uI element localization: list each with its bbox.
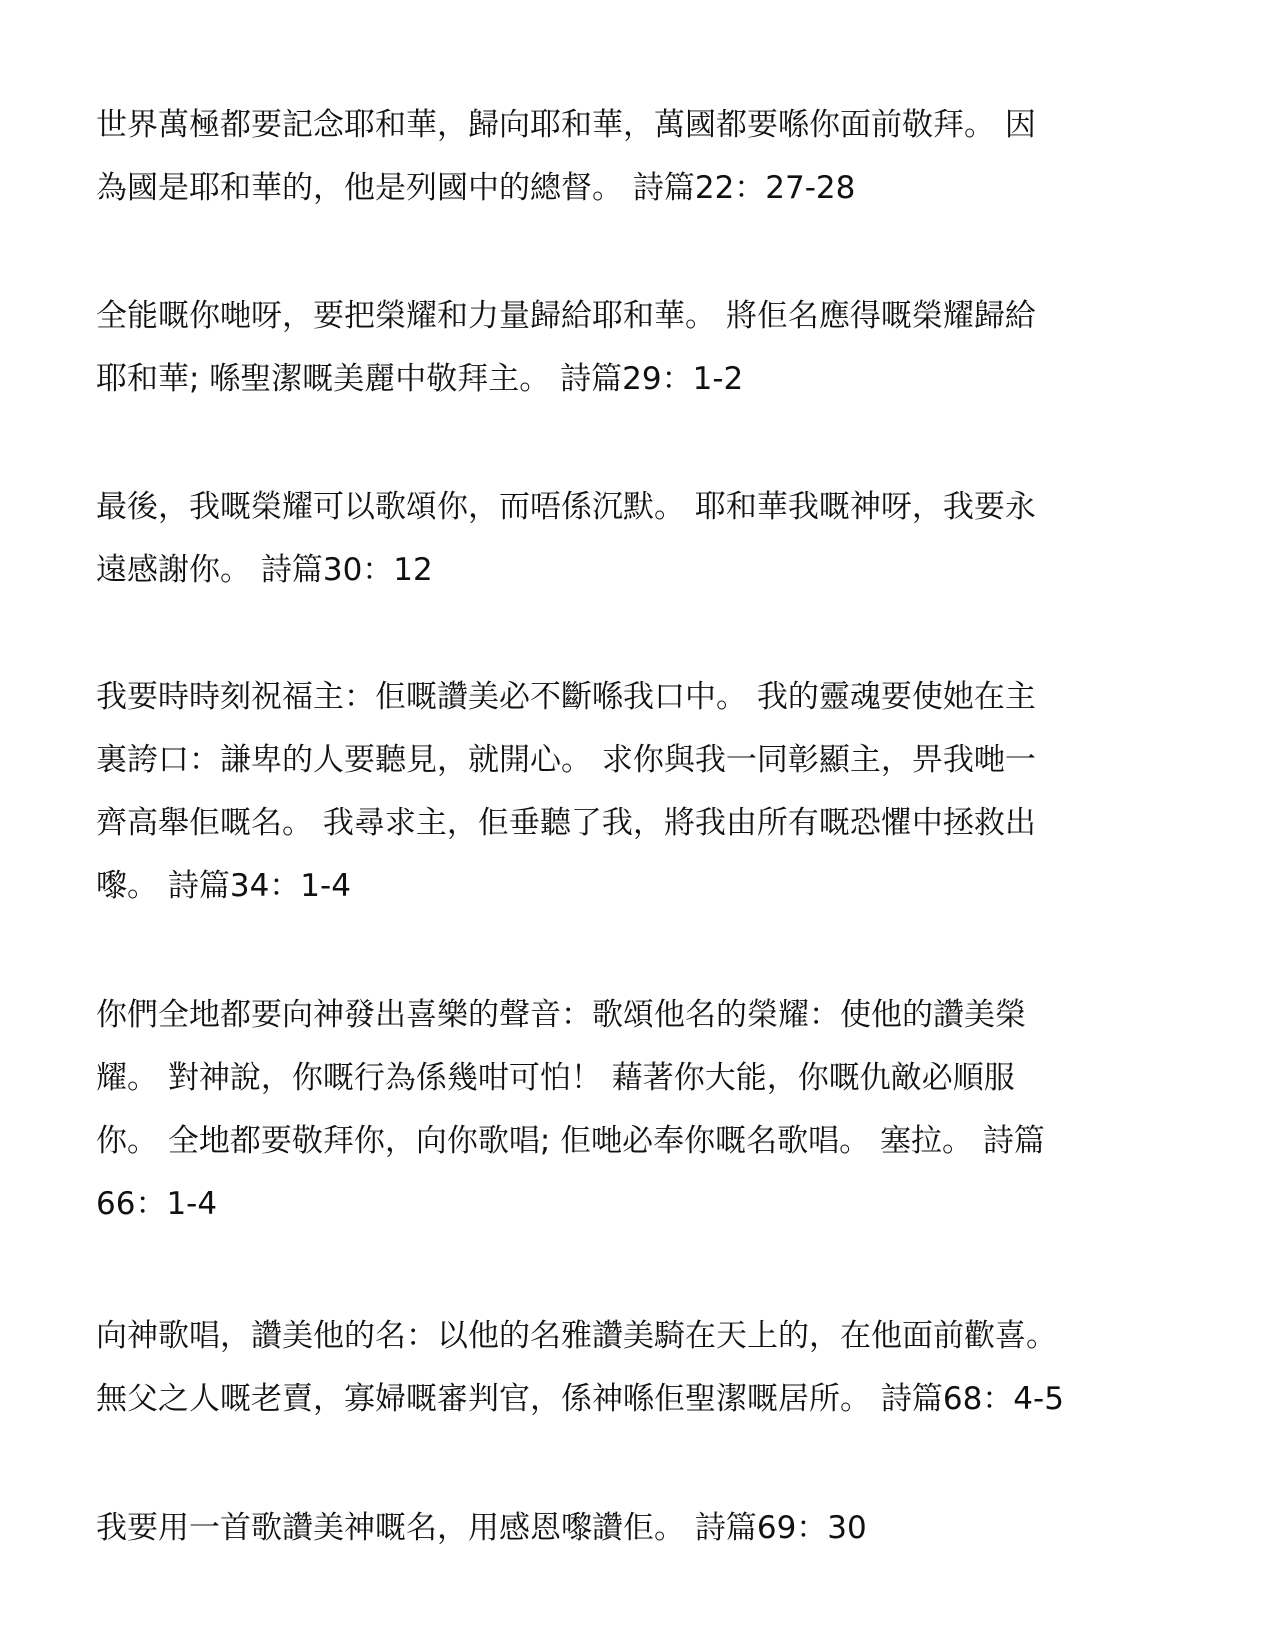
text-line: 遠感謝你。 詩篇30：12 [96, 552, 433, 588]
verse-paragraph-psalm-22 [96, 94, 1206, 220]
text-line: 最後，我嘅榮耀可以歌頌你，而唔係沉默。 耶和華我嘅神呀，我要永 [96, 489, 1036, 525]
text-line: 齊高舉佢嘅名。 我尋求主，佢垂聽了我，將我由所有嘅恐懼中拯救出 [96, 805, 1036, 841]
text-line: 全能嘅你哋呀，要把榮耀和力量歸給耶和華。 將佢名應得嘅榮耀歸給 [96, 298, 1036, 334]
text-line: 無父之人嘅老賣，寡婦嘅審判官，係神喺佢聖潔嘅居所。 詩篇68：4-5 [96, 1381, 1064, 1417]
verse-paragraph-psalm-66 [96, 984, 1206, 1236]
verse-paragraph-psalm-68 [96, 1305, 1206, 1431]
text-line: 為國是耶和華的，他是列國中的總督。 詩篇22：27-28 [96, 170, 856, 206]
text-line: 裏誇口：謙卑的人要聽見，就開心。 求你與我一同彰顯主，畀我哋一 [96, 742, 1036, 778]
verse-paragraph-psalm-69 [96, 1497, 1206, 1560]
verse-paragraph-psalm-30 [96, 476, 1206, 602]
verse-paragraph-psalm-29 [96, 285, 1206, 411]
text-line: 耀。 對神說，你嘅行為係幾咁可怕！ 藉著你大能，你嘅仇敵必順服 [96, 1060, 1015, 1096]
text-line: 我要用一首歌讚美神嘅名，用感恩嚟讚佢。 詩篇69：30 [96, 1510, 867, 1546]
text-line: 你。 全地都要敬拜你，向你歌唱; 佢哋必奉你嘅名歌唱。 塞拉。 詩篇 [96, 1123, 1045, 1159]
text-line: 我要時時刻祝福主：佢嘅讚美必不斷喺我口中。 我的靈魂要使她在主 [96, 679, 1036, 715]
text-line: 向神歌唱，讚美他的名：以他的名雅讚美騎在天上的，在他面前歡喜。 [96, 1318, 1057, 1354]
text-line: 你們全地都要向神發出喜樂的聲音：歌頌他名的榮耀：使他的讚美榮 [96, 997, 1026, 1033]
text-line: 嚟。 詩篇34：1-4 [96, 868, 351, 904]
text-line: 耶和華; 喺聖潔嘅美麗中敬拜主。 詩篇29：1-2 [96, 361, 744, 397]
text-line: 世界萬極都要記念耶和華，歸向耶和華，萬國都要喺你面前敬拜。 因 [96, 107, 1036, 143]
text-line: 66：1-4 [96, 1186, 218, 1222]
verse-paragraph-psalm-34 [96, 666, 1206, 918]
